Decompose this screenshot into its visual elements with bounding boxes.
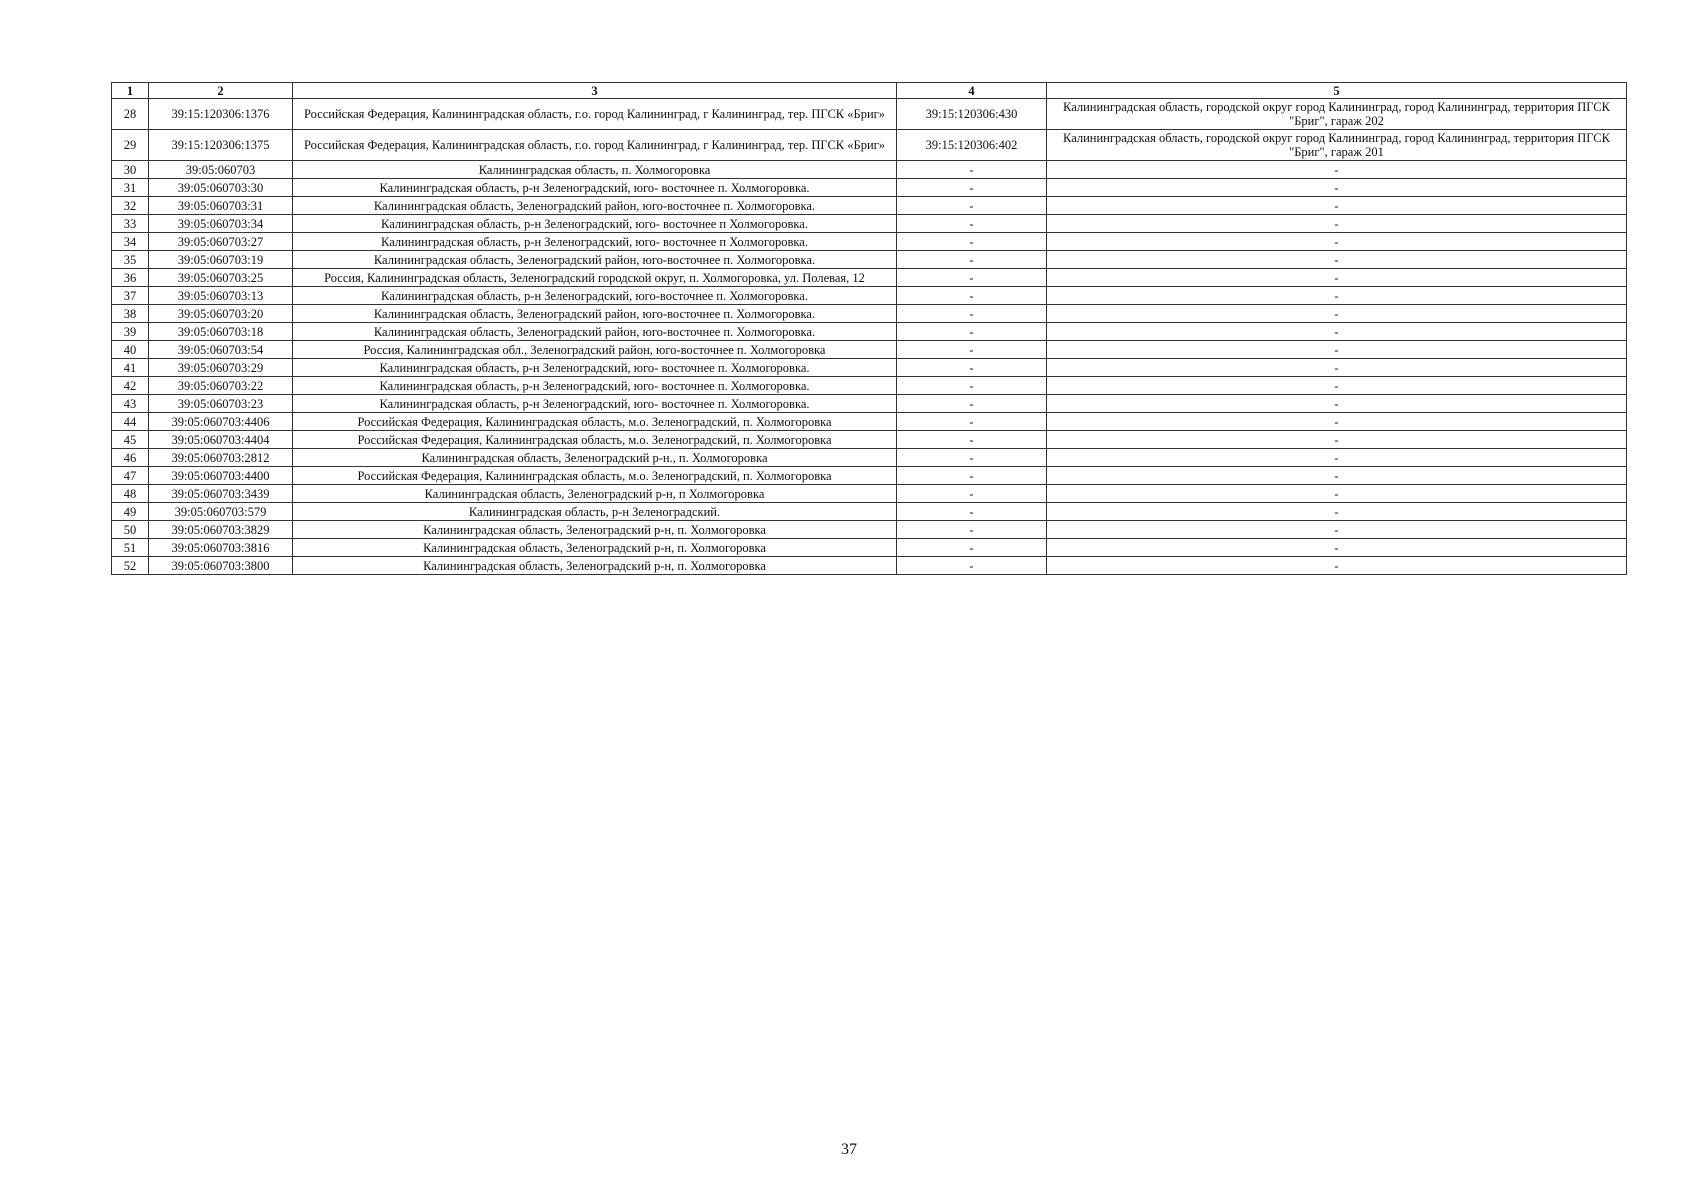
cadastral-number-cell: 39:05:060703:4406 <box>149 413 293 431</box>
page-number: 37 <box>841 1141 857 1158</box>
related-address-cell: Калининградская область, городской округ город Калининград, город Калининград, территория ПГСК "Бриг", гараж 201 <box>1047 130 1627 161</box>
address-cell: Российская Федерация, Калининградская область, г.о. город Калининград, г Калининград, тер. ПГСК «Бриг» <box>293 99 897 130</box>
table-row <box>112 130 1627 161</box>
related-address-cell: - <box>1047 449 1627 467</box>
cadastral-number-cell: 39:05:060703:20 <box>149 305 293 323</box>
cadastral-number-cell: 39:05:060703:27 <box>149 233 293 251</box>
related-cadastral-number-cell: - <box>897 557 1047 575</box>
address-cell: Калининградская область, р-н Зеленоградский, юго- восточнее п Холмогоровка. <box>293 233 897 251</box>
land-plots-table <box>111 82 1627 575</box>
row-number-cell: 52 <box>112 557 149 575</box>
related-address-cell: - <box>1047 161 1627 179</box>
related-cadastral-number-cell: - <box>897 395 1047 413</box>
row-number-cell: 45 <box>112 431 149 449</box>
header-cell-2: 2 <box>149 83 293 99</box>
row-number-cell: 30 <box>112 161 149 179</box>
row-number-cell: 47 <box>112 467 149 485</box>
header-cell-3: 3 <box>293 83 897 99</box>
table-row <box>112 305 1627 323</box>
related-cadastral-number-cell: - <box>897 485 1047 503</box>
cadastral-number-cell: 39:05:060703:18 <box>149 323 293 341</box>
address-cell: Калининградская область, р-н Зеленоградский, юго- восточнее п. Холмогоровка. <box>293 395 897 413</box>
address-cell: Калининградская область, Зеленоградский район, юго-восточнее п. Холмогоровка. <box>293 323 897 341</box>
related-cadastral-number-cell: - <box>897 287 1047 305</box>
header-cell-5: 5 <box>1047 83 1627 99</box>
related-cadastral-number-cell: - <box>897 431 1047 449</box>
related-cadastral-number-cell: - <box>897 251 1047 269</box>
related-cadastral-number-cell: - <box>897 449 1047 467</box>
table-row <box>112 413 1627 431</box>
related-cadastral-number-cell: - <box>897 305 1047 323</box>
address-cell: Калининградская область, Зеленоградский р-н, п. Холмогоровка <box>293 521 897 539</box>
table-row <box>112 179 1627 197</box>
address-cell: Калининградская область, Зеленоградский р-н, п. Холмогоровка <box>293 539 897 557</box>
address-cell: Российская Федерация, Калининградская область, г.о. город Калининград, г Калининград, тер. ПГСК «Бриг» <box>293 130 897 161</box>
address-cell: Калининградская область, р-н Зеленоградский, юго-восточнее п. Холмогоровка. <box>293 287 897 305</box>
row-number-cell: 28 <box>112 99 149 130</box>
related-cadastral-number-cell: 39:15:120306:430 <box>897 99 1047 130</box>
cadastral-number-cell: 39:05:060703:3816 <box>149 539 293 557</box>
related-address-cell: - <box>1047 269 1627 287</box>
related-address-cell: - <box>1047 197 1627 215</box>
table-row <box>112 323 1627 341</box>
related-cadastral-number-cell: - <box>897 467 1047 485</box>
header-row <box>112 83 1627 99</box>
related-cadastral-number-cell: - <box>897 269 1047 287</box>
row-number-cell: 32 <box>112 197 149 215</box>
table-row <box>112 503 1627 521</box>
related-cadastral-number-cell: - <box>897 413 1047 431</box>
related-address-cell: - <box>1047 503 1627 521</box>
related-cadastral-number-cell: 39:15:120306:402 <box>897 130 1047 161</box>
table-row <box>112 431 1627 449</box>
related-address-cell: Калининградская область, городской округ город Калининград, город Калининград, территория ПГСК "Бриг", гараж 202 <box>1047 99 1627 130</box>
address-cell: Калининградская область, р-н Зеленоградский, юго- восточнее п Холмогоровка. <box>293 215 897 233</box>
related-address-cell: - <box>1047 251 1627 269</box>
related-address-cell: - <box>1047 179 1627 197</box>
related-cadastral-number-cell: - <box>897 215 1047 233</box>
address-cell: Калининградская область, п. Холмогоровка <box>293 161 897 179</box>
table-row <box>112 251 1627 269</box>
row-number-cell: 51 <box>112 539 149 557</box>
address-cell: Калининградская область, Зеленоградский район, юго-восточнее п. Холмогоровка. <box>293 251 897 269</box>
cadastral-number-cell: 39:05:060703:13 <box>149 287 293 305</box>
row-number-cell: 43 <box>112 395 149 413</box>
related-address-cell: - <box>1047 539 1627 557</box>
table-row <box>112 539 1627 557</box>
row-number-cell: 48 <box>112 485 149 503</box>
related-address-cell: - <box>1047 305 1627 323</box>
table-row <box>112 269 1627 287</box>
address-cell: Российская Федерация, Калининградская область, м.о. Зеленоградский, п. Холмогоровка <box>293 467 897 485</box>
row-number-cell: 46 <box>112 449 149 467</box>
related-address-cell: - <box>1047 341 1627 359</box>
table-row <box>112 521 1627 539</box>
related-address-cell: - <box>1047 215 1627 233</box>
row-number-cell: 50 <box>112 521 149 539</box>
table-header <box>112 83 1627 99</box>
cadastral-number-cell: 39:05:060703:2812 <box>149 449 293 467</box>
related-address-cell: - <box>1047 287 1627 305</box>
related-address-cell: - <box>1047 233 1627 251</box>
row-number-cell: 42 <box>112 377 149 395</box>
related-address-cell: - <box>1047 467 1627 485</box>
cadastral-number-cell: 39:15:120306:1375 <box>149 130 293 161</box>
row-number-cell: 29 <box>112 130 149 161</box>
row-number-cell: 38 <box>112 305 149 323</box>
address-cell: Калининградская область, р-н Зеленоградский, юго- восточнее п. Холмогоровка. <box>293 179 897 197</box>
cadastral-number-cell: 39:05:060703:30 <box>149 179 293 197</box>
cadastral-number-cell: 39:05:060703:3800 <box>149 557 293 575</box>
cadastral-number-cell: 39:05:060703:3439 <box>149 485 293 503</box>
cadastral-number-cell: 39:15:120306:1376 <box>149 99 293 130</box>
related-cadastral-number-cell: - <box>897 539 1047 557</box>
address-cell: Российская Федерация, Калининградская область, м.о. Зеленоградский, п. Холмогоровка <box>293 431 897 449</box>
cadastral-number-cell: 39:05:060703:4400 <box>149 467 293 485</box>
row-number-cell: 37 <box>112 287 149 305</box>
address-cell: Калининградская область, Зеленоградский р-н., п. Холмогоровка <box>293 449 897 467</box>
table-row <box>112 395 1627 413</box>
related-cadastral-number-cell: - <box>897 161 1047 179</box>
table-body <box>112 99 1627 575</box>
address-cell: Россия, Калининградская область, Зеленоградский городской округ, п. Холмогоровка, ул. Полевая, 12 <box>293 269 897 287</box>
address-cell: Калининградская область, Зеленоградский р-н, п. Холмогоровка <box>293 557 897 575</box>
table-row <box>112 197 1627 215</box>
address-cell: Калининградская область, Зеленоградский район, юго-восточнее п. Холмогоровка. <box>293 305 897 323</box>
header-cell-1: 1 <box>112 83 149 99</box>
row-number-cell: 35 <box>112 251 149 269</box>
related-cadastral-number-cell: - <box>897 359 1047 377</box>
row-number-cell: 49 <box>112 503 149 521</box>
cadastral-number-cell: 39:05:060703:29 <box>149 359 293 377</box>
table-row <box>112 215 1627 233</box>
address-cell: Калининградская область, р-н Зеленоградский, юго- восточнее п. Холмогоровка. <box>293 359 897 377</box>
table-row <box>112 449 1627 467</box>
cadastral-number-cell: 39:05:060703:31 <box>149 197 293 215</box>
header-cell-4: 4 <box>897 83 1047 99</box>
row-number-cell: 40 <box>112 341 149 359</box>
address-cell: Калининградская область, Зеленоградский район, юго-восточнее п. Холмогоровка. <box>293 197 897 215</box>
address-cell: Российская Федерация, Калининградская область, м.о. Зеленоградский, п. Холмогоровка <box>293 413 897 431</box>
table-row <box>112 485 1627 503</box>
related-address-cell: - <box>1047 485 1627 503</box>
cadastral-number-cell: 39:05:060703:3829 <box>149 521 293 539</box>
related-cadastral-number-cell: - <box>897 521 1047 539</box>
related-cadastral-number-cell: - <box>897 323 1047 341</box>
related-address-cell: - <box>1047 557 1627 575</box>
related-address-cell: - <box>1047 521 1627 539</box>
related-cadastral-number-cell: - <box>897 179 1047 197</box>
related-cadastral-number-cell: - <box>897 503 1047 521</box>
row-number-cell: 33 <box>112 215 149 233</box>
table-row <box>112 233 1627 251</box>
related-address-cell: - <box>1047 395 1627 413</box>
related-cadastral-number-cell: - <box>897 341 1047 359</box>
table-row <box>112 377 1627 395</box>
cadastral-number-cell: 39:05:060703:4404 <box>149 431 293 449</box>
address-cell: Калининградская область, р-н Зеленоградский, юго- восточнее п. Холмогоровка. <box>293 377 897 395</box>
related-address-cell: - <box>1047 323 1627 341</box>
row-number-cell: 31 <box>112 179 149 197</box>
cadastral-number-cell: 39:05:060703:19 <box>149 251 293 269</box>
cadastral-number-cell: 39:05:060703:22 <box>149 377 293 395</box>
cadastral-number-cell: 39:05:060703:23 <box>149 395 293 413</box>
row-number-cell: 39 <box>112 323 149 341</box>
address-cell: Россия, Калининградская обл., Зеленоградский район, юго-восточнее п. Холмогоровка <box>293 341 897 359</box>
table-row <box>112 161 1627 179</box>
table-row <box>112 287 1627 305</box>
cadastral-number-cell: 39:05:060703:579 <box>149 503 293 521</box>
related-cadastral-number-cell: - <box>897 233 1047 251</box>
address-cell: Калининградская область, Зеленоградский р-н, п Холмогоровка <box>293 485 897 503</box>
table-row <box>112 467 1627 485</box>
cadastral-number-cell: 39:05:060703:25 <box>149 269 293 287</box>
related-address-cell: - <box>1047 359 1627 377</box>
cadastral-number-cell: 39:05:060703 <box>149 161 293 179</box>
table-row <box>112 99 1627 130</box>
table-row <box>112 359 1627 377</box>
cadastral-number-cell: 39:05:060703:54 <box>149 341 293 359</box>
related-address-cell: - <box>1047 413 1627 431</box>
related-address-cell: - <box>1047 377 1627 395</box>
table-row <box>112 557 1627 575</box>
address-cell: Калининградская область, р-н Зеленоградский. <box>293 503 897 521</box>
row-number-cell: 36 <box>112 269 149 287</box>
related-address-cell: - <box>1047 431 1627 449</box>
cadastral-number-cell: 39:05:060703:34 <box>149 215 293 233</box>
row-number-cell: 34 <box>112 233 149 251</box>
related-cadastral-number-cell: - <box>897 377 1047 395</box>
row-number-cell: 44 <box>112 413 149 431</box>
table-row <box>112 341 1627 359</box>
row-number-cell: 41 <box>112 359 149 377</box>
related-cadastral-number-cell: - <box>897 197 1047 215</box>
